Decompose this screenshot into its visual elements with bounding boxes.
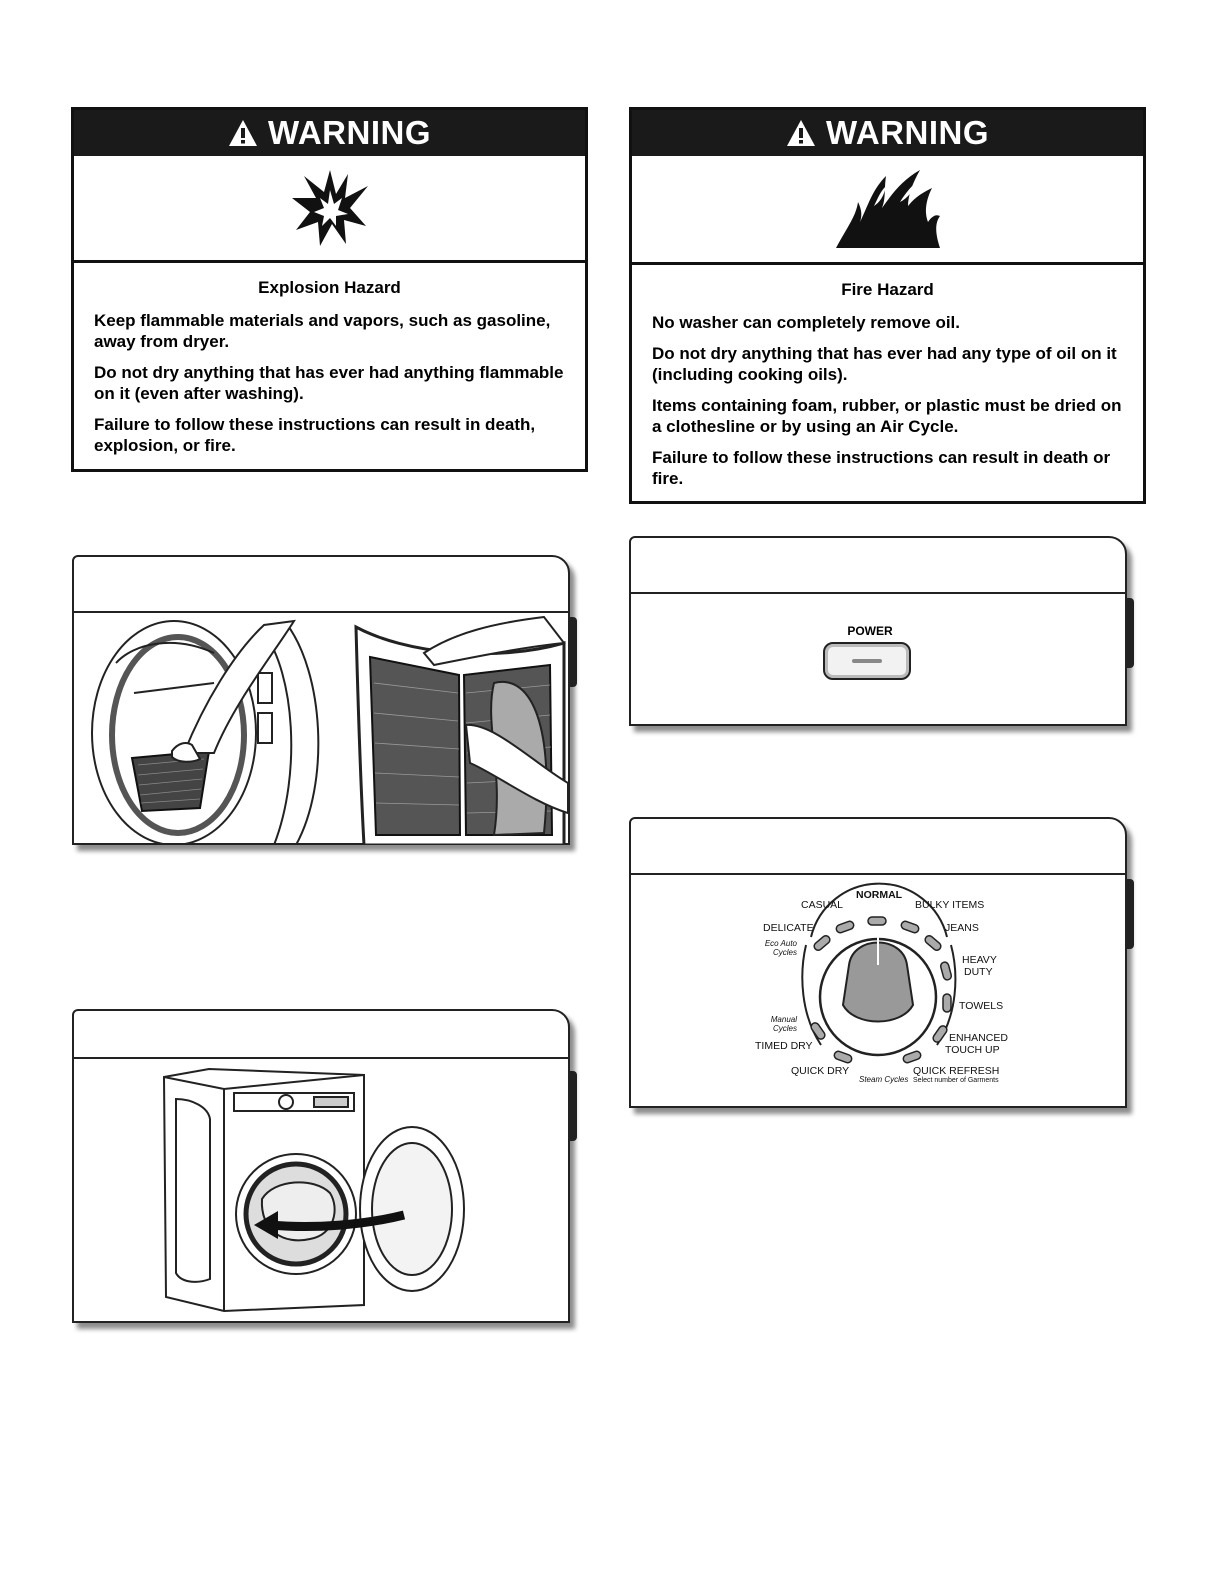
warning-header — [74, 110, 585, 156]
power-panel — [629, 536, 1127, 726]
label-heavy: HEAVY — [962, 954, 997, 966]
warning-title: WARNING — [268, 114, 431, 151]
load-dryer-panel — [72, 1009, 570, 1323]
dial-graphic[interactable] — [631, 875, 1125, 1108]
explosion-icon — [290, 168, 370, 248]
power-indicator — [852, 659, 882, 663]
fire-icon-area — [632, 156, 1143, 265]
lint-screen-panel — [72, 555, 570, 845]
explosion-icon-area — [74, 156, 585, 263]
warning-line: Items containing foam, rubber, or plastic must be dried on a clothesline or by using an Air Cycle. — [652, 396, 1122, 436]
label-touch-up: TOUCH UP — [945, 1044, 1000, 1056]
panel-tab — [569, 1071, 577, 1141]
panel-tab — [1126, 598, 1134, 668]
warning-triangle-icon — [228, 119, 258, 147]
power-label: POWER — [847, 624, 893, 638]
power-button[interactable] — [823, 642, 911, 680]
warning-line: Failure to follow these instructions can result in death, explosion, or fire. — [94, 415, 536, 455]
label-steam-cycles: Steam Cycles — [859, 1075, 909, 1084]
label-towels: TOWELS — [959, 1000, 1004, 1012]
label-delicate: DELICATE — [763, 922, 814, 934]
warning-box-explosion — [71, 107, 588, 472]
label-select-garments: Select number of Garments — [913, 1077, 999, 1084]
fire-icon — [828, 166, 948, 252]
power-illustration — [631, 594, 1125, 724]
label-jeans: JEANS — [945, 922, 979, 934]
label-manual-cycles: Manual Cycles — [770, 1015, 797, 1033]
warning-header — [632, 110, 1143, 156]
warning-line: Keep flammable materials and vapors, such as gasoline, away from dryer. — [94, 311, 551, 351]
dryer-illustration — [74, 1059, 568, 1326]
label-timed-dry: TIMED DRY — [755, 1040, 813, 1052]
label-duty: DUTY — [964, 966, 993, 978]
lint-screen-illustration — [74, 613, 568, 850]
warning-triangle-icon — [786, 119, 816, 147]
warning-line: Do not dry anything that has ever had any type of oil on it (including cooking oils). — [652, 344, 1117, 384]
label-casual: CASUAL — [801, 899, 844, 911]
panel-header — [74, 1011, 568, 1059]
cycle-dial — [631, 875, 1125, 1108]
label-quick-dry: QUICK DRY — [791, 1065, 850, 1077]
panel-header — [631, 538, 1125, 594]
label-quick-refresh: QUICK REFRESH — [913, 1065, 1000, 1077]
panel-tab — [1126, 879, 1134, 949]
panel-header — [631, 819, 1125, 875]
warning-body — [632, 265, 1143, 509]
hazard-title: Fire Hazard — [841, 280, 934, 299]
label-enhanced: ENHANCED — [949, 1032, 1008, 1044]
label-eco-auto-cycles: Eco Auto Cycles — [764, 939, 797, 957]
warning-box-fire — [629, 107, 1146, 504]
cycle-dial-panel — [629, 817, 1127, 1108]
label-bulky-items: BULKY ITEMS — [915, 899, 985, 911]
hazard-title: Explosion Hazard — [258, 278, 401, 297]
warning-line: Do not dry anything that has ever had anything flammable on it (even after washing). — [94, 363, 564, 403]
panel-header — [74, 557, 568, 613]
warning-line: Failure to follow these instructions can result in death or fire. — [652, 448, 1111, 488]
warning-body — [74, 263, 585, 476]
warning-title: WARNING — [826, 114, 989, 151]
panel-tab — [569, 617, 577, 687]
label-normal: NORMAL — [856, 889, 903, 901]
warning-line: No washer can completely remove oil. — [652, 313, 961, 332]
